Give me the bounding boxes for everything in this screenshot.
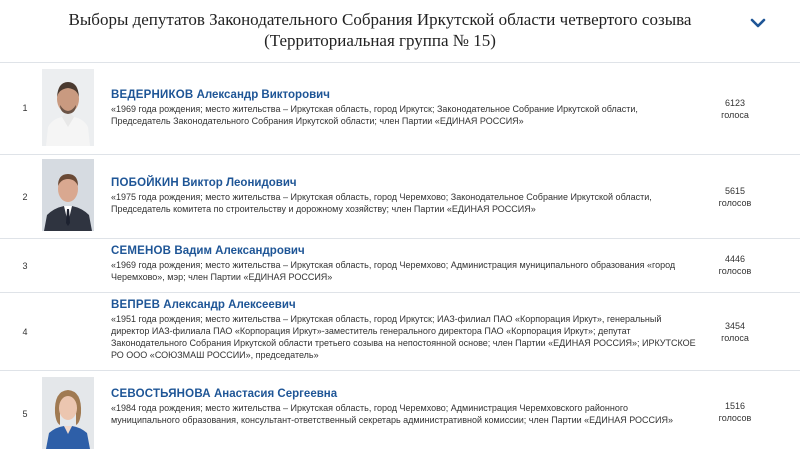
title-line-2: (Территориальная группа № 15) xyxy=(264,31,496,50)
candidate-given-names: Александр Викторович xyxy=(196,89,330,101)
candidate-number: 1 xyxy=(22,103,28,113)
candidate-row xyxy=(0,63,800,155)
candidate-surname: СЕМЕНОВ xyxy=(111,245,172,257)
title-line-1: Выборы депутатов Законодательного Собрания Иркутской области четвертого созыва xyxy=(68,10,692,29)
candidate-votes xyxy=(702,185,768,209)
candidate-description: «1984 года рождения; место жительства – Иркутская область, город Черемхово; Администрация Черемховского районного муниципального образования, консультант-ответственный секретарь административной комиссии; член Партии «ЕДИНАЯ РОССИЯ» xyxy=(111,403,674,425)
candidate-given-names: Вадим Александрович xyxy=(174,245,305,257)
candidate-row xyxy=(0,371,800,454)
candidate-photo xyxy=(42,69,94,146)
candidate-name-link[interactable] xyxy=(111,177,297,189)
votes-count: 6123 xyxy=(724,98,746,108)
candidate-photo xyxy=(42,377,94,449)
candidate-number: 4 xyxy=(22,327,28,337)
election-header xyxy=(0,0,800,63)
candidate-photo xyxy=(42,159,94,231)
votes-count: 5615 xyxy=(724,186,746,196)
candidate-row xyxy=(0,239,800,293)
candidate-given-names: Александр Алексеевич xyxy=(163,299,296,311)
candidate-name-link[interactable] xyxy=(111,299,296,311)
candidate-number: 5 xyxy=(22,409,28,419)
candidate-given-names: Виктор Леонидович xyxy=(182,177,297,189)
candidate-surname: ВЕПРЕВ xyxy=(111,299,161,311)
candidate-number: 3 xyxy=(22,261,28,271)
candidate-surname: СЕВОСТЬЯНОВА xyxy=(111,388,211,400)
candidate-name-link[interactable] xyxy=(111,89,330,101)
candidate-description: «1969 года рождения; место жительства – Иркутская область, город Иркутск; Законодательное Собрание Иркутской области, Председатель Законодательного Собрания Иркутской области; член Партии «ЕДИНАЯ РОССИЯ» xyxy=(111,104,638,126)
votes-count: 4446 xyxy=(724,254,746,264)
candidate-description: «1975 года рождения; место жительства – Иркутская область, город Черемхово; Законодательное Собрание Иркутской области, Председатель комитета по строительству и дорожному хозяйству; член Партии «ЕДИНАЯ РОССИЯ» xyxy=(111,192,652,214)
chevron-down-icon[interactable] xyxy=(750,17,766,29)
votes-unit: голосов xyxy=(718,198,752,208)
candidate-votes xyxy=(702,400,768,424)
candidate-row xyxy=(0,155,800,239)
votes-unit: голоса xyxy=(721,333,749,343)
page-title xyxy=(0,9,760,51)
candidate-name-link[interactable] xyxy=(111,388,337,400)
candidate-surname: ВЕДЕРНИКОВ xyxy=(111,89,194,101)
votes-unit: голоса xyxy=(721,110,749,120)
candidate-description: «1969 года рождения; место жительства – Иркутская область, город Черемхово; Администрация муниципального образования «город Черемхово», мэр; член Партии «ЕДИНАЯ РОССИЯ» xyxy=(111,260,676,282)
candidate-votes xyxy=(702,253,768,277)
candidate-name-link[interactable] xyxy=(111,245,305,257)
candidate-votes xyxy=(702,97,768,121)
votes-unit: голосов xyxy=(718,413,752,423)
votes-count: 1516 xyxy=(724,401,746,411)
candidate-surname: ПОБОЙКИН xyxy=(111,177,179,189)
candidate-number: 2 xyxy=(22,192,28,202)
candidate-votes xyxy=(702,320,768,344)
candidate-row xyxy=(0,293,800,371)
candidate-description: «1951 года рождения; место жительства – Иркутская область, город Иркутск; ИАЗ-филиал ПАО «Корпорация Иркут», генеральный директор ИАЗ-филиала ПАО «Корпорация Иркут»-заместитель генерального директора ПАО «Корпорация Иркут»; депутат Законодательного Собрания Иркутской области третьего созыва на непостоянной основе; член Партии «ЕДИНАЯ РОССИЯ»; ИРКУТСКОЕ РО ООО «СОЮЗМАШ РОССИИ», председатель» xyxy=(111,314,696,360)
candidate-given-names: Анастасия Сергеевна xyxy=(213,388,338,400)
votes-count: 3454 xyxy=(724,321,746,331)
votes-unit: голосов xyxy=(718,266,752,276)
